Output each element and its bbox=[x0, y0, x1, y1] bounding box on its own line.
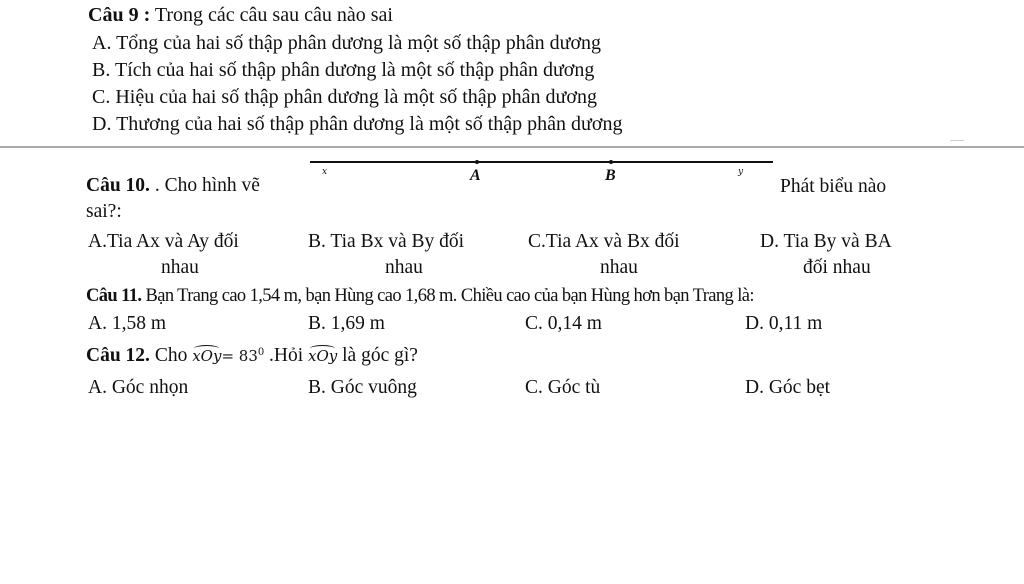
q10-option-a: A.Tia Ax và Ay đối bbox=[88, 231, 239, 252]
label-a: A bbox=[470, 167, 481, 184]
q10-option-b: B. Tia Bx và By đối bbox=[308, 231, 465, 252]
point-b bbox=[609, 160, 613, 164]
q10-option-c-cont: nhau bbox=[600, 257, 638, 278]
q12-equals: = 83 bbox=[221, 347, 258, 365]
divider-mark bbox=[950, 140, 964, 141]
q11-option-c: C. 0,14 m bbox=[525, 313, 602, 334]
q12-option-d: D. Góc bẹt bbox=[745, 377, 831, 398]
q12-degree: 0 bbox=[257, 347, 265, 358]
q9-option-b: B. Tích của hai số thập phân dương là một số thập phân dương bbox=[92, 59, 595, 81]
q12-angle-ref bbox=[308, 347, 337, 365]
q12-heading bbox=[86, 345, 418, 367]
section-divider bbox=[0, 146, 1024, 148]
q10-figure bbox=[305, 152, 780, 188]
q9-heading bbox=[88, 4, 393, 27]
blank-area bbox=[0, 405, 1024, 584]
q10-option-a-cont: nhau bbox=[161, 257, 199, 278]
label-x: x bbox=[322, 167, 328, 177]
label-b: B bbox=[605, 167, 616, 184]
q9-option-d: D. Thương của hai số thập phân dương là một số thập phân dương bbox=[92, 113, 623, 135]
point-a bbox=[475, 160, 479, 164]
q9-option-a: A. Tổng của hai số thập phân dương là một số thập phân dương bbox=[92, 32, 602, 54]
label-y: y bbox=[738, 167, 744, 177]
q10-tail2: sai?: bbox=[86, 201, 122, 222]
q11-option-d: D. 0,11 m bbox=[745, 313, 823, 334]
q12-option-a: A. Góc nhọn bbox=[88, 377, 189, 398]
q10-prompt: . Cho hình vẽ bbox=[154, 175, 260, 196]
q10-option-d-cont: đối nhau bbox=[803, 257, 871, 278]
q11-option-b: B. 1,69 m bbox=[308, 313, 385, 334]
q12-title: Câu 12. bbox=[86, 345, 150, 366]
q10-option-d: D. Tia By và BA bbox=[760, 231, 892, 252]
q10-option-c: C.Tia Ax và Bx đối bbox=[528, 231, 680, 252]
q12-option-c: C. Góc tù bbox=[525, 377, 601, 398]
q10-heading bbox=[86, 175, 260, 197]
q9-prompt: Trong các câu sau câu nào sai bbox=[154, 4, 393, 26]
q12-prompt-b: .Hỏi bbox=[269, 345, 304, 366]
q9-option-c: C. Hiệu của hai số thập phân dương là một số thập phân dương bbox=[92, 86, 597, 108]
q12-prompt-c: là góc gì? bbox=[342, 345, 418, 366]
q9-title: Câu 9 : bbox=[88, 4, 151, 26]
angle-xoy-2: xOy bbox=[308, 347, 338, 365]
q11-heading bbox=[86, 286, 754, 307]
q10-tail: Phát biểu nào bbox=[780, 176, 887, 197]
q10-option-b-cont: nhau bbox=[385, 257, 423, 278]
q11-prompt: Bạn Trang cao 1,54 m, bạn Hùng cao 1,68 m. Chiều cao của bạn Hùng hơn bạn Trang là: bbox=[145, 286, 754, 306]
q12-option-b: B. Góc vuông bbox=[308, 377, 417, 398]
q10-title: Câu 10. bbox=[86, 175, 150, 196]
angle-xoy: xOy bbox=[192, 347, 222, 365]
q11-title: Câu 11. bbox=[86, 286, 142, 306]
q11-option-a: A. 1,58 m bbox=[88, 313, 166, 334]
q12-prompt-a: Cho bbox=[154, 345, 188, 366]
q12-angle-expression bbox=[192, 347, 269, 365]
